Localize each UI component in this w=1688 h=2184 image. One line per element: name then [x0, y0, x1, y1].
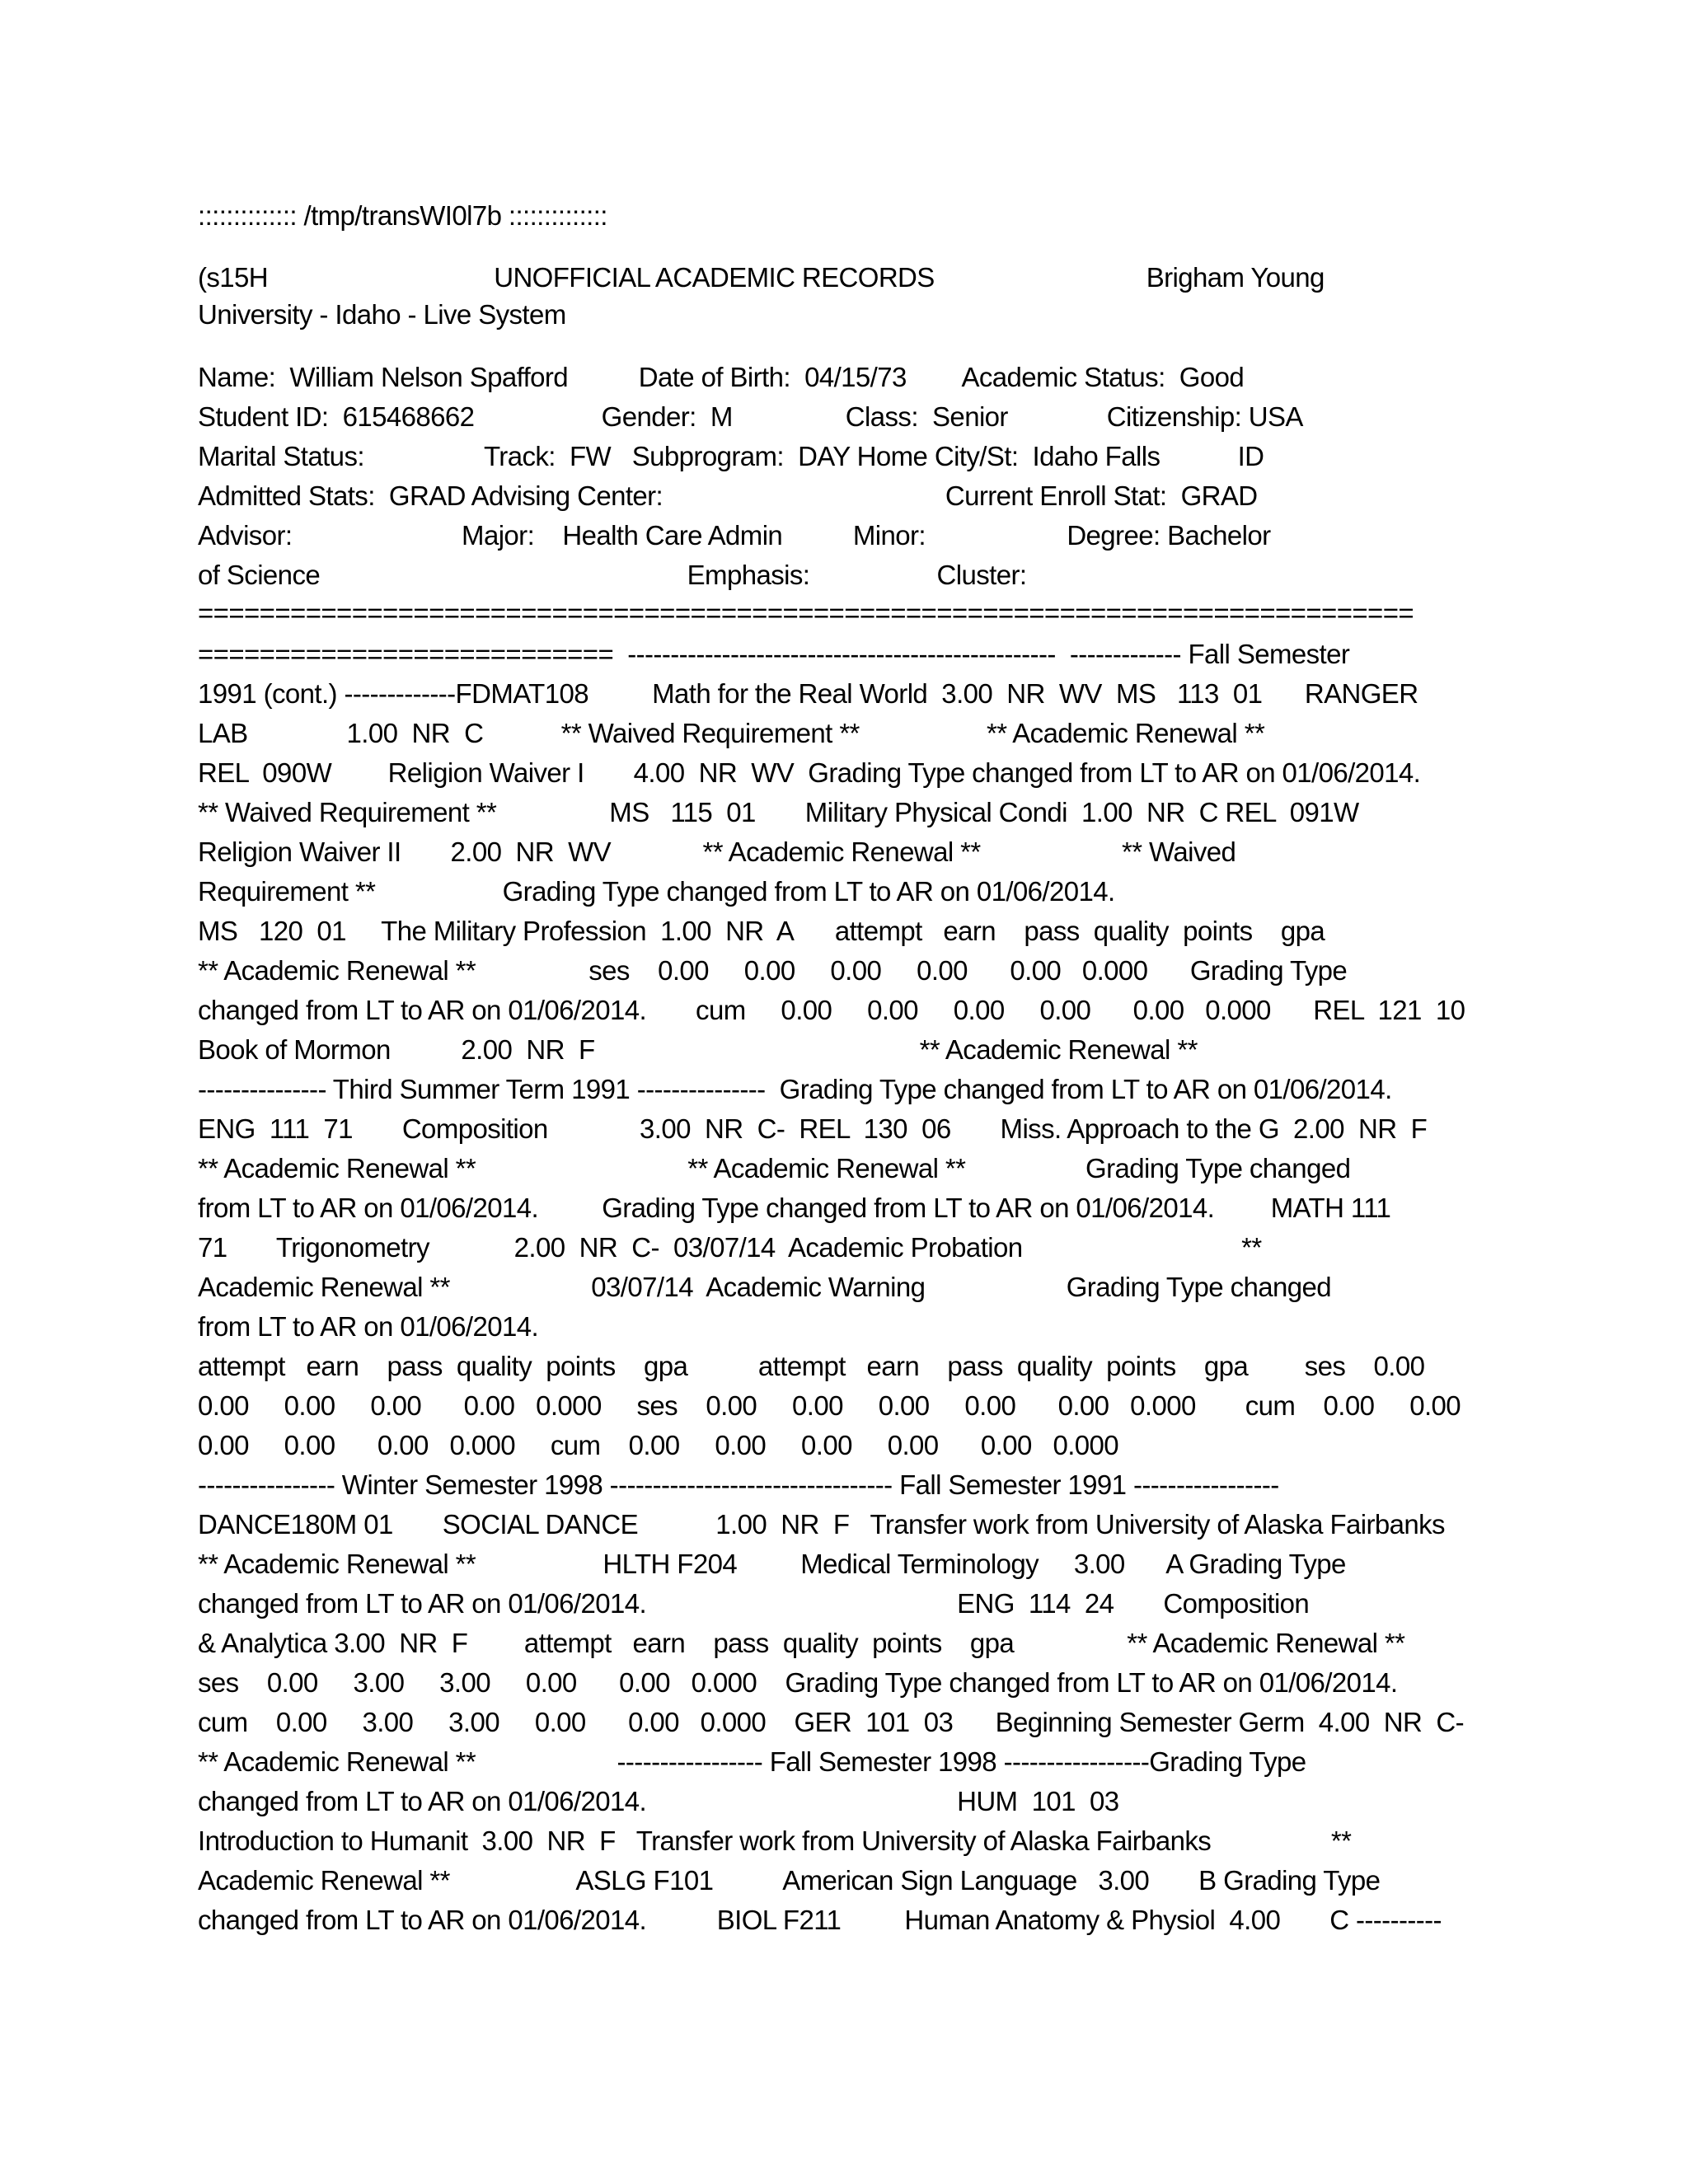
course-record-line: changed from LT to AR on 01/06/2014. BIOL F211 Human Anatomy & Physiol 4.00 C ---------- — [198, 1905, 1442, 1935]
course-record-line: changed from LT to AR on 01/06/2014. HUM 101 03 — [198, 1786, 1119, 1816]
course-record-line: Academic Renewal ** ASLG F101 American Sign Language 3.00 B Grading Type — [198, 1865, 1381, 1896]
course-record-line: Requirement ** Grading Type changed from LT to AR on 01/06/2014. — [198, 876, 1115, 907]
course-record-line: ses 0.00 3.00 3.00 0.00 0.00 0.000 Grading Type changed from LT to AR on 01/06/2014. — [198, 1667, 1398, 1698]
institution-line: University - Idaho - Live System — [198, 299, 566, 330]
student-info-line: Student ID: 615468662 Gender: M Class: Senior Citizenship: USA — [198, 401, 1303, 432]
student-info-line: Admitted Stats: GRAD Advising Center: Current Enroll Stat: GRAD — [198, 480, 1258, 511]
course-record-line: changed from LT to AR on 01/06/2014. cum 0.00 0.00 0.00 0.00 0.00 0.000 REL 121 10 — [198, 995, 1465, 1025]
course-record-line: LAB 1.00 NR C ** Waived Requirement ** ** Academic Renewal ** — [198, 718, 1265, 748]
course-record-line: ** Academic Renewal ** HLTH F204 Medical Terminology 3.00 A Grading Type — [198, 1549, 1346, 1579]
course-record-line: --------------- Third Summer Term 1991 --------------- Grading Type changed from LT to AR on 01/06/2014. — [198, 1074, 1392, 1104]
course-record-line: ENG 111 71 Composition 3.00 NR C- REL 130 06 Miss. Approach to the G 2.00 NR F — [198, 1113, 1428, 1144]
course-record-line: MS 120 01 The Military Profession 1.00 NR A attempt earn pass quality points gpa — [198, 916, 1325, 946]
course-record-line: ** Waived Requirement ** MS 115 01 Military Physical Condi 1.00 NR C REL 091W — [198, 797, 1359, 827]
course-record-line: ---------------- Winter Semester 1998 --------------------------------- Fall Semester 1991 ----------------- — [198, 1469, 1279, 1500]
records-title-line: (s15H UNOFFICIAL ACADEMIC RECORDS Brigham Young — [198, 262, 1325, 293]
course-record-line: ** Academic Renewal ** ** Academic Renewal ** Grading Type changed — [198, 1153, 1351, 1183]
student-info-line: Advisor: Major: Health Care Admin Minor: Degree: Bachelor — [198, 520, 1271, 551]
course-record-line: attempt earn pass quality points gpa attempt earn pass quality points gpa ses 0.00 — [198, 1351, 1425, 1381]
course-record-line: cum 0.00 3.00 3.00 0.00 0.00 0.000 GER 101 03 Beginning Semester Germ 4.00 NR C- — [198, 1707, 1464, 1737]
student-info-line: of Science Emphasis: Cluster: — [198, 560, 1027, 590]
course-record-line: =========================== -------------------------------------------------- ------------- Fall Semester — [198, 639, 1350, 669]
course-record-line: Religion Waiver II 2.00 NR WV ** Academic Renewal ** ** Waived — [198, 837, 1236, 867]
course-record-line: REL 090W Religion Waiver I 4.00 NR WV Grading Type changed from LT to AR on 01/06/2014. — [198, 757, 1421, 788]
course-record-line: 0.00 0.00 0.00 0.00 0.000 ses 0.00 0.00 0.00 0.00 0.00 0.000 cum 0.00 0.00 — [198, 1390, 1461, 1421]
course-record-line: from LT to AR on 01/06/2014. — [198, 1311, 539, 1342]
course-record-line: 1991 (cont.) -------------FDMAT108 Math for the Real World 3.00 NR WV MS 113 01 RANGER — [198, 678, 1418, 709]
course-record-line: DANCE180M 01 SOCIAL DANCE 1.00 NR F Transfer work from University of Alaska Fairbanks — [198, 1509, 1445, 1540]
course-record-line: Introduction to Humanit 3.00 NR F Transfer work from University of Alaska Fairbanks ** — [198, 1825, 1352, 1856]
file-header-line: :::::::::::::: /tmp/transWI0l7b :::::::::::::: — [198, 200, 607, 231]
course-record-line: Book of Mormon 2.00 NR F ** Academic Renewal ** — [198, 1034, 1198, 1065]
course-record-line: ** Academic Renewal ** ses 0.00 0.00 0.00 0.00 0.00 0.000 Grading Type — [198, 955, 1348, 986]
course-record-line: Academic Renewal ** 03/07/14 Academic Warning Grading Type changed — [198, 1272, 1332, 1302]
separator-line: =============================================================================== — [198, 598, 1414, 628]
student-info-line: Name: William Nelson Spafford Date of Birth: 04/15/73 Academic Status: Good — [198, 362, 1245, 392]
course-record-line: changed from LT to AR on 01/06/2014. ENG 114 24 Composition — [198, 1588, 1310, 1619]
course-record-line: 0.00 0.00 0.00 0.000 cum 0.00 0.00 0.00 0.00 0.00 0.000 — [198, 1430, 1119, 1460]
course-record-line: 71 Trigonometry 2.00 NR C- 03/07/14 Academic Probation ** — [198, 1232, 1262, 1263]
course-record-line: from LT to AR on 01/06/2014. Grading Type changed from LT to AR on 01/06/2014. MATH 111 — [198, 1193, 1391, 1223]
student-info-line: Marital Status: Track: FW Subprogram: DAY Home City/St: Idaho Falls ID — [198, 441, 1264, 471]
course-record-line: & Analytica 3.00 NR F attempt earn pass quality points gpa ** Academic Renewal ** — [198, 1628, 1405, 1658]
course-record-line: ** Academic Renewal ** ----------------- Fall Semester 1998 -----------------Grading Type — [198, 1746, 1306, 1777]
